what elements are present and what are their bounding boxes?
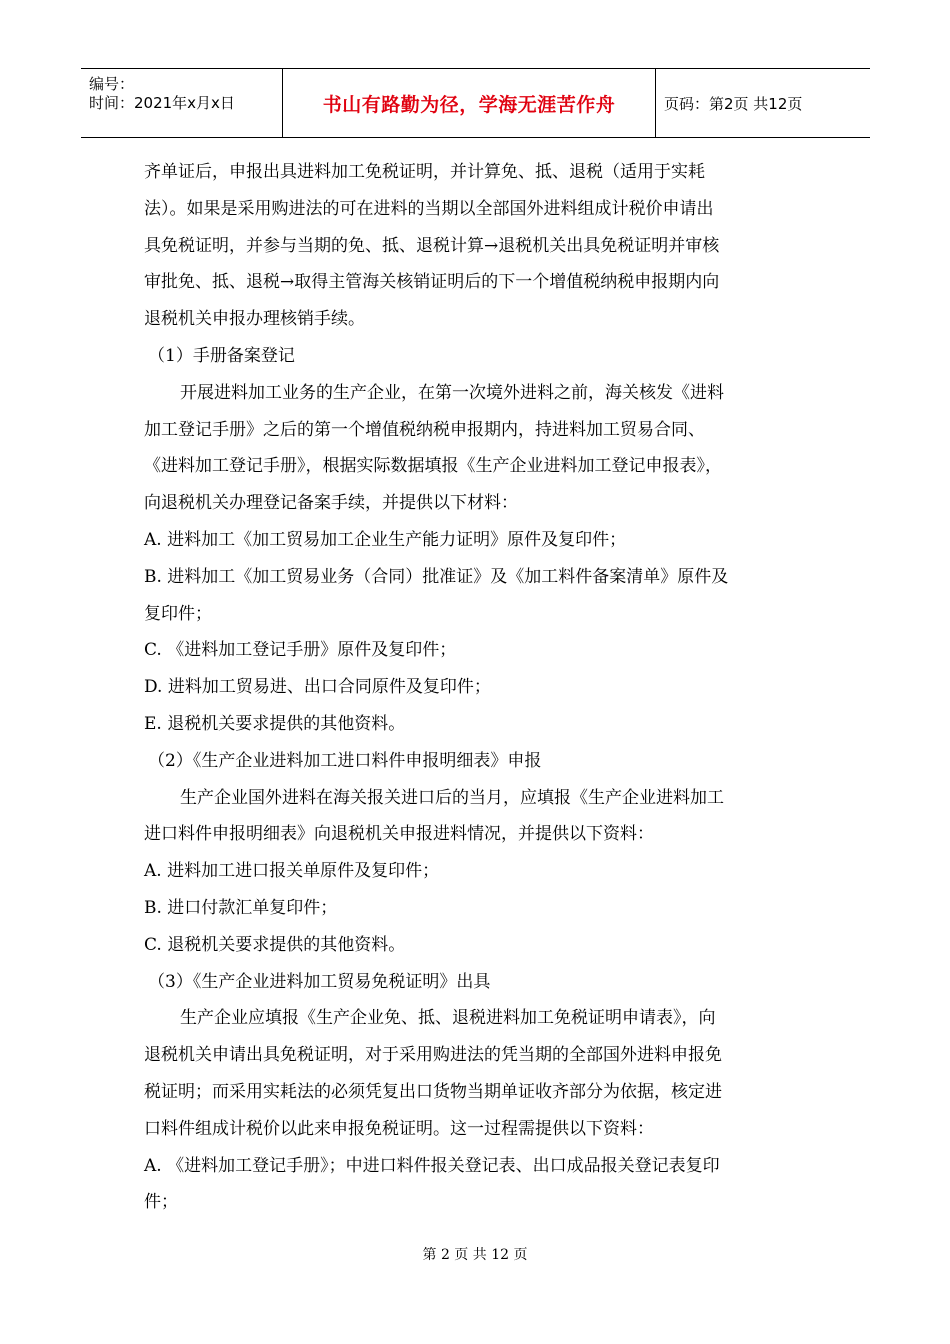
page-header [81,68,870,138]
header-motto: 书山有路勤为径，学海无涯苦作舟 [322,94,616,116]
document-date-label: 时间：2021年x月x日 [89,94,235,112]
list-item: A. 进料加工《加工贸易加工企业生产能力证明》原件及复印件； [144,529,627,550]
body-line: 具免税证明，并参与当期的免、抵、退税计算→退税机关出具免税证明并审核 [144,235,720,256]
list-item: C. 退税机关要求提供的其他资料。 [144,934,406,955]
body-line: 向退税机关办理登记备案手续，并提供以下材料： [144,493,518,514]
list-item: A. 进料加工进口报关单原件及复印件； [144,861,440,882]
body-line: 齐单证后，申报出具进料加工免税证明，并计算免、抵、退税（适用于实耗 [144,162,705,182]
body-line: 生产企业国外进料在海关报关进口后的当月，应填报《生产企业进料加工 [180,787,724,808]
document-number-label: 编号： [89,75,135,93]
list-item: B. 进口付款汇单复印件； [144,897,338,918]
header-right-cell [656,69,870,137]
header-page-info: 页码：第2页 共12页 [664,95,803,113]
header-middle-cell [283,69,656,137]
list-item-continuation: 复印件； [144,603,212,624]
list-item: D. 进料加工贸易进、出口合同原件及复印件； [144,677,491,698]
page-footer: 第 2 页 共 12 页 [422,1247,528,1263]
body-line: 进口料件申报明细表》向退税机关申报进料情况，并提供以下资料： [144,824,654,845]
header-left-cell [81,69,283,137]
list-item: C. 《进料加工登记手册》原件及复印件； [144,640,457,661]
body-line: 法）。如果是采用购进法的可在进料的当期以全部国外进料组成计税价申请出 [144,198,714,219]
section-heading-2: （2）《生产企业进料加工进口料件申报明细表》申报 [148,750,542,771]
body-line: 生产企业应填报《生产企业免、抵、退税进料加工免税证明申请表》，向 [180,1008,716,1029]
document-body [144,154,816,1221]
body-line: 退税机关申报办理核销手续。 [144,309,365,330]
section-heading-1: （1）手册备案登记 [148,345,295,366]
body-line: 审批免、抵、退税→取得主管海关核销证明后的下一个增值税纳税申报期内向 [144,272,720,293]
body-line: 《进料加工登记手册》，根据实际数据填报《生产企业进料加工登记申报表》， [144,456,722,477]
body-line: 口料件组成计税价以此来申报免税证明。这一过程需提供以下资料： [144,1118,654,1139]
list-item: E. 退税机关要求提供的其他资料。 [144,713,406,734]
body-line: 税证明；而采用实耗法的必须凭复出口货物当期单证收齐部分为依据，核定进 [144,1081,722,1102]
section-heading-3: （3）《生产企业进料加工贸易免税证明》出具 [148,971,491,992]
body-line: 开展进料加工业务的生产企业，在第一次境外进料之前，海关核发《进料 [180,382,724,403]
body-line: 退税机关申请出具免税证明，对于采用购进法的凭当期的全部国外进料申报免 [144,1045,722,1066]
list-item-continuation: 件； [144,1192,178,1213]
body-line: 加工登记手册》之后的第一个增值税纳税申报期内，持进料加工贸易合同、 [144,419,705,440]
list-item: B. 进料加工《加工贸易业务（合同）批准证》及《加工料件备案清单》原件及 [144,566,729,587]
list-item: A. 《进料加工登记手册》；中进口料件报关登记表、出口成品报关登记表复印 [144,1155,720,1176]
